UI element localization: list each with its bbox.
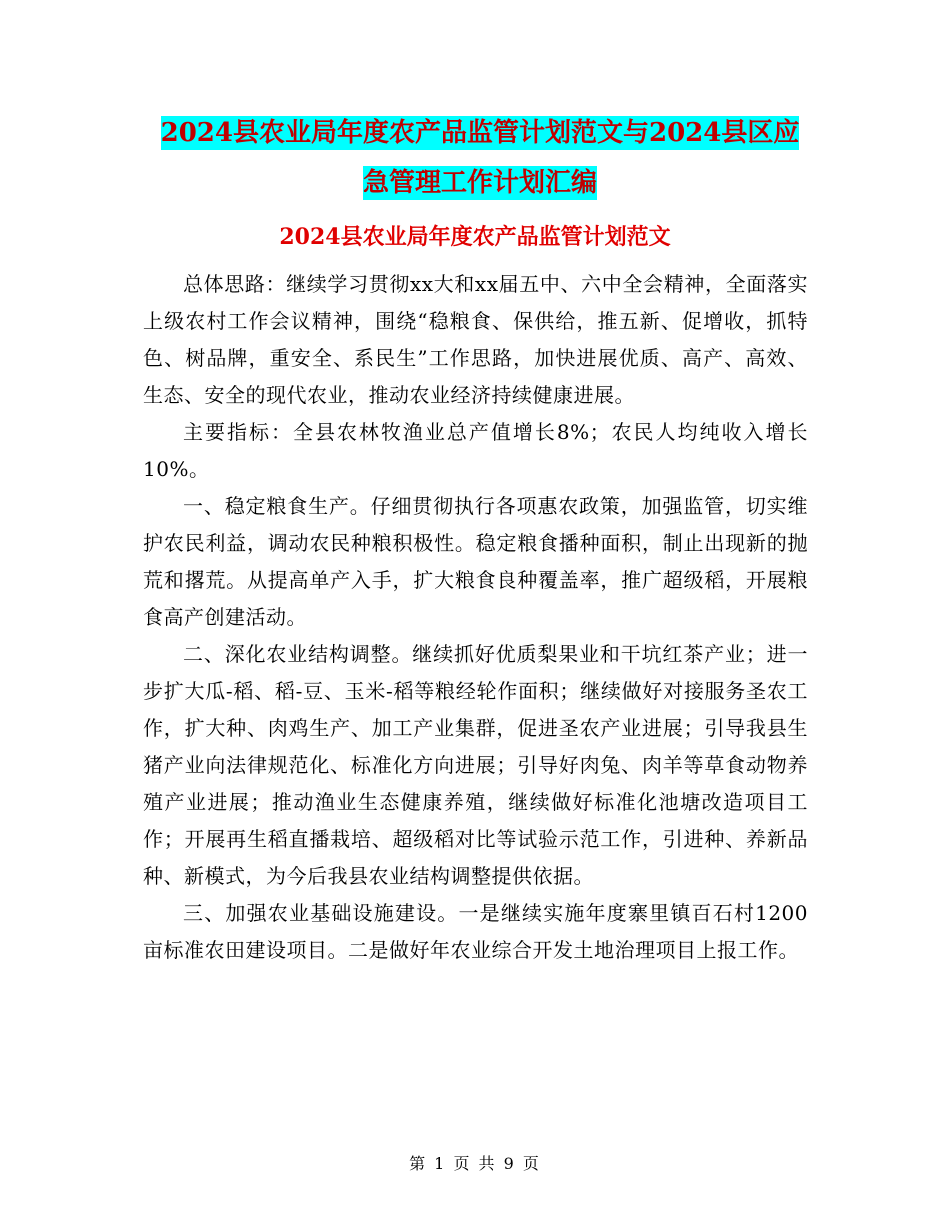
document-title-line-1: 2024县农业局年度农产品监管计划范文与2024县区应 (160, 118, 800, 148)
paragraph-main-indicators: 主要指标：全县农林牧渔业总产值增长8%；农民人均纯收入增长10%。 (143, 420, 808, 481)
paragraph-structure-adjustment: 二、深化农业结构调整。继续抓好优质梨果业和干坑红茶产业；进一步扩大瓜-稻、稻-豆、玉米-稻等粮经轮作面积；继续做好对接服务圣农工作，扩大种、肉鸡生产、加工产业集群，促进圣农产业进展；引导我县生猪产业向法律规范化、标准化方向进展；引导好肉兔、肉羊等草食动物养殖产业进展；推动渔业生态健康养殖，继续做好标准化池塘改造项目工作；开展再生稻直播栽培、超级稻对比等试验示范工作，引进种、养新品种、新模式，为今后我县农业结构调整提供依据。 (143, 642, 808, 888)
document-body (143, 266, 808, 969)
paragraph-grain-production: 一、稳定粮食生产。仔细贯彻执行各项惠农政策，加强监管，切实维护农民利益，调动农民种粮积极性。稳定粮食播种面积，制止出现新的抛荒和撂荒。从提高单产入手，扩大粮食良种覆盖率，推广超级稻，开展粮食高产创建活动。 (143, 494, 808, 629)
paragraph-infrastructure: 三、加强农业基础设施建设。一是继续实施年度寨里镇百石村1200亩标准农田建设项目。二是做好年农业综合开发土地治理项目上报工作。 (143, 901, 808, 962)
document-title-line-2: 急管理工作计划汇编 (362, 168, 597, 198)
document-title (130, 108, 830, 208)
paragraph-overview: 总体思路：继续学习贯彻xx大和xx届五中、六中全会精神，全面落实上级农村工作会议精神，围绕“稳粮食、保供给，推五新、促增收，抓特色、树品牌，重安全、系民生”工作思路，加快进展优质、高产、高效、生态、安全的现代农业，推动农业经济持续健康进展。 (143, 272, 808, 407)
page-number-footer: 第 1 页 共 9 页 (409, 1154, 541, 1173)
section-title: 2024县农业局年度农产品监管计划范文 (279, 224, 671, 250)
